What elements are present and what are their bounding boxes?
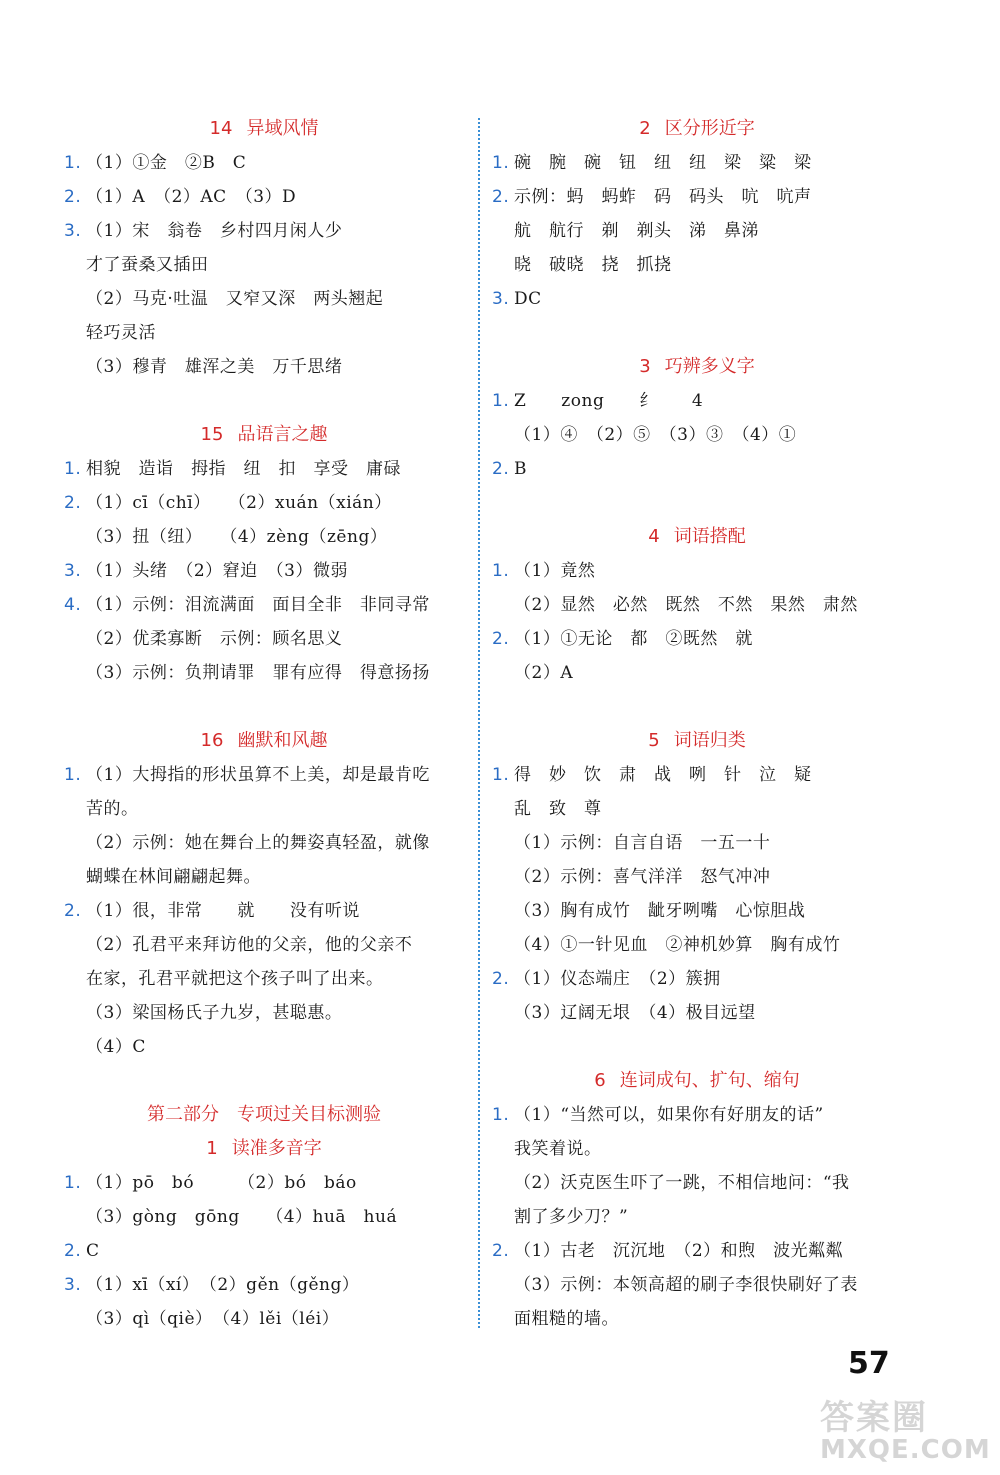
section-title-text: 词语归类 bbox=[673, 730, 746, 751]
answer-line bbox=[64, 146, 464, 180]
section-number: 4 bbox=[648, 526, 660, 547]
answer-text: （1）宋 翁卷 乡村四月闲人少 bbox=[86, 221, 343, 241]
answer-line bbox=[492, 962, 902, 996]
question-number: 3. bbox=[64, 561, 82, 581]
watermark-logo bbox=[820, 1390, 991, 1465]
answer-text: （1）①金 ②B C bbox=[86, 153, 247, 173]
question-number: 2. bbox=[64, 1241, 82, 1261]
section-gap bbox=[64, 384, 464, 418]
answer-text: （1）古老 沉沉地 （2）和煦 波光粼粼 bbox=[514, 1241, 844, 1261]
answer-continuation: （2）优柔寡断 示例：顾名思义 bbox=[86, 629, 343, 649]
answer-continuation: 蝴蝶在林间翩翩起舞。 bbox=[86, 867, 261, 887]
section-number: 6 bbox=[594, 1070, 606, 1091]
answer-text: C bbox=[86, 1241, 100, 1261]
watermark-url: MXQE.COM bbox=[820, 1435, 991, 1465]
answer-line bbox=[492, 1098, 902, 1132]
answer-line bbox=[492, 622, 902, 656]
question-number: 1. bbox=[64, 765, 82, 785]
answer-continuation: （2）A bbox=[514, 663, 574, 683]
answer-continuation: （2）孔君平来拜访他的父亲，他的父亲不 bbox=[86, 935, 413, 955]
answer-continuation: （3）辽阔无垠 （4）极目远望 bbox=[514, 1003, 756, 1023]
answer-text: （1）xī（xí） （2）gěn（gěng） bbox=[86, 1275, 360, 1295]
section-title bbox=[492, 1064, 902, 1098]
answer-continuation: （2）示例：她在舞台上的舞姿真轻盈，就像 bbox=[86, 833, 430, 853]
answer-continuation: （2）沃克医生吓了一跳，不相信地问：“我 bbox=[514, 1173, 850, 1193]
answer-text: （1）cī（chī） （2）xuán（xián） bbox=[86, 493, 392, 513]
section-title bbox=[64, 112, 464, 146]
answer-line bbox=[64, 588, 464, 622]
answer-continuation: （3）梁国杨氏子九岁，甚聪惠。 bbox=[86, 1003, 343, 1023]
question-number: 3. bbox=[492, 289, 510, 309]
answer-continuation: （3）胸有成竹 龇牙咧嘴 心惊胆战 bbox=[514, 901, 806, 921]
section-title-text: 连词成句、扩句、缩句 bbox=[619, 1070, 800, 1091]
answer-line bbox=[492, 282, 902, 316]
section-title-text: 巧辨多义字 bbox=[664, 356, 755, 377]
answer-line bbox=[492, 1234, 902, 1268]
answer-continuation: （4）C bbox=[86, 1037, 146, 1057]
section-gap bbox=[64, 1064, 464, 1098]
answer-continuation: （2）马克·吐温 又窄又深 两头翘起 bbox=[86, 289, 384, 309]
answer-text: （1）大拇指的形状虽算不上美，却是最肯吃 bbox=[86, 765, 430, 785]
answer-continuation: （3）gòng gōng （4）huā huá bbox=[86, 1207, 398, 1227]
answer-continuation: 航 航行 剃 剃头 涕 鼻涕 bbox=[514, 221, 759, 241]
answer-text: （1）示例：泪流满面 面目全非 非同寻常 bbox=[86, 595, 430, 615]
question-number: 3. bbox=[64, 221, 82, 241]
section-title bbox=[492, 112, 902, 146]
column-divider bbox=[478, 118, 480, 1328]
answer-continuation: 割了多少刀？” bbox=[514, 1207, 629, 1227]
question-number: 1. bbox=[492, 561, 510, 581]
question-number: 1. bbox=[64, 1173, 82, 1193]
answer-continuation: （3）穆青 雄浑之美 万千思绪 bbox=[86, 357, 343, 377]
answer-continuation: 苦的。 bbox=[86, 799, 139, 819]
answer-continuation: （4）①一针见血 ②神机妙算 胸有成竹 bbox=[514, 935, 841, 955]
answer-continuation: （1）示例：自言自语 一五一十 bbox=[514, 833, 771, 853]
answer-text: （1）头绪 （2）窘迫 （3）微弱 bbox=[86, 561, 348, 581]
section-number: 14 bbox=[209, 118, 233, 139]
answer-text: （1）很，非常 就 没有听说 bbox=[86, 901, 360, 921]
section-title-text: 区分形近字 bbox=[664, 118, 755, 139]
section-title-text: 品语言之趣 bbox=[237, 424, 328, 445]
answer-line bbox=[64, 1268, 464, 1302]
section-title bbox=[492, 724, 902, 758]
answer-text: 相貌 造诣 拇指 纽 扣 享受 庸碌 bbox=[86, 459, 401, 479]
question-number: 1. bbox=[64, 459, 82, 479]
answer-line bbox=[64, 452, 464, 486]
answer-continuation: 晓 破晓 挠 抓挠 bbox=[514, 255, 672, 275]
page-number: 57 bbox=[848, 1346, 890, 1381]
section-gap bbox=[492, 1030, 902, 1064]
section-number: 3 bbox=[639, 356, 651, 377]
answer-text: （1）“当然可以，如果你有好朋友的话” bbox=[514, 1105, 824, 1125]
section-gap bbox=[64, 690, 464, 724]
question-number: 1. bbox=[492, 765, 510, 785]
section-title bbox=[64, 418, 464, 452]
answer-continuation: 在家，孔君平就把这个孩子叫了出来。 bbox=[86, 969, 384, 989]
question-number: 1. bbox=[492, 391, 510, 411]
answer-continuation: （2）显然 必然 既然 不然 果然 肃然 bbox=[514, 595, 858, 615]
question-number: 2. bbox=[64, 187, 82, 207]
section-number: 5 bbox=[648, 730, 660, 751]
answer-line bbox=[492, 452, 902, 486]
answer-line bbox=[64, 1166, 464, 1200]
answer-text: B bbox=[514, 459, 527, 479]
answer-continuation: 面粗糙的墙。 bbox=[514, 1309, 619, 1329]
answer-line bbox=[64, 1234, 464, 1268]
answer-line bbox=[492, 554, 902, 588]
answer-text: （1）A （2）AC （3）D bbox=[86, 187, 297, 207]
section-title bbox=[64, 1132, 464, 1166]
section-title-text: 读准多音字 bbox=[231, 1138, 322, 1159]
answer-text: 得 妙 饮 肃 战 咧 针 泣 疑 bbox=[514, 765, 812, 785]
question-number: 1. bbox=[492, 153, 510, 173]
question-number: 2. bbox=[492, 969, 510, 989]
section-title bbox=[492, 350, 902, 384]
answer-continuation: （2）示例：喜气洋洋 怒气冲冲 bbox=[514, 867, 771, 887]
section-gap bbox=[492, 486, 902, 520]
part-title: 第二部分 专项过关目标测验 bbox=[147, 1104, 381, 1125]
answer-line bbox=[64, 554, 464, 588]
question-number: 2. bbox=[492, 187, 510, 207]
question-number: 2. bbox=[64, 493, 82, 513]
answer-continuation: 轻巧灵活 bbox=[86, 323, 156, 343]
answer-text: （1）①无论 都 ②既然 就 bbox=[514, 629, 753, 649]
answer-text: 碗 腕 碗 钮 纽 纽 梁 粱 梁 bbox=[514, 153, 812, 173]
section-gap bbox=[492, 690, 902, 724]
section-number: 15 bbox=[200, 424, 224, 445]
answer-text: （1）竟然 bbox=[514, 561, 596, 581]
question-number: 2. bbox=[492, 459, 510, 479]
section-number: 16 bbox=[200, 730, 224, 751]
question-number: 2. bbox=[64, 901, 82, 921]
left-column bbox=[64, 112, 464, 1336]
answer-text: 示例：蚂 蚂蚱 码 码头 吭 吭声 bbox=[514, 187, 812, 207]
answer-line bbox=[64, 214, 464, 248]
answer-continuation: （3）qì（qiè） （4）lěi（léi） bbox=[86, 1309, 340, 1329]
answer-continuation: （3）示例：负荆请罪 罪有应得 得意扬扬 bbox=[86, 663, 430, 683]
question-number: 2. bbox=[492, 1241, 510, 1261]
watermark-text: 答案圈 bbox=[820, 1398, 928, 1438]
answer-line bbox=[64, 180, 464, 214]
section-title bbox=[492, 520, 902, 554]
answer-line bbox=[492, 384, 902, 418]
answer-continuation: 我笑着说。 bbox=[514, 1139, 602, 1159]
answer-continuation: （3）示例：本领高超的刷子李很快刷好了表 bbox=[514, 1275, 858, 1295]
answer-continuation: 乱 致 尊 bbox=[514, 799, 602, 819]
section-title bbox=[64, 724, 464, 758]
question-number: 1. bbox=[64, 153, 82, 173]
section-title-text: 异域风情 bbox=[246, 118, 319, 139]
answer-line bbox=[64, 894, 464, 928]
answer-continuation: （1）④ （2）⑤ （3）③ （4）① bbox=[514, 425, 797, 445]
section-gap bbox=[492, 316, 902, 350]
answer-text: （1）仪态端庄 （2）簇拥 bbox=[514, 969, 721, 989]
answer-line bbox=[64, 758, 464, 792]
question-number: 3. bbox=[64, 1275, 82, 1295]
section-title-text: 幽默和风趣 bbox=[237, 730, 328, 751]
question-number: 4. bbox=[64, 595, 82, 615]
answer-text: DC bbox=[514, 289, 542, 309]
answer-line bbox=[492, 180, 902, 214]
section-title-text: 词语搭配 bbox=[673, 526, 746, 547]
answer-continuation: 才了蚕桑又插田 bbox=[86, 255, 209, 275]
answer-continuation: （3）扭（纽） （4）zèng（zēng） bbox=[86, 527, 388, 547]
section-number: 2 bbox=[639, 118, 651, 139]
answer-text: Z zong 纟 4 bbox=[514, 391, 704, 411]
answer-line bbox=[64, 486, 464, 520]
question-number: 2. bbox=[492, 629, 510, 649]
answer-line bbox=[492, 758, 902, 792]
section-number: 1 bbox=[206, 1138, 218, 1159]
right-column bbox=[492, 112, 902, 1336]
answer-text: （1）pō bó （2）bó báo bbox=[86, 1173, 357, 1193]
answer-line bbox=[492, 146, 902, 180]
question-number: 1. bbox=[492, 1105, 510, 1125]
